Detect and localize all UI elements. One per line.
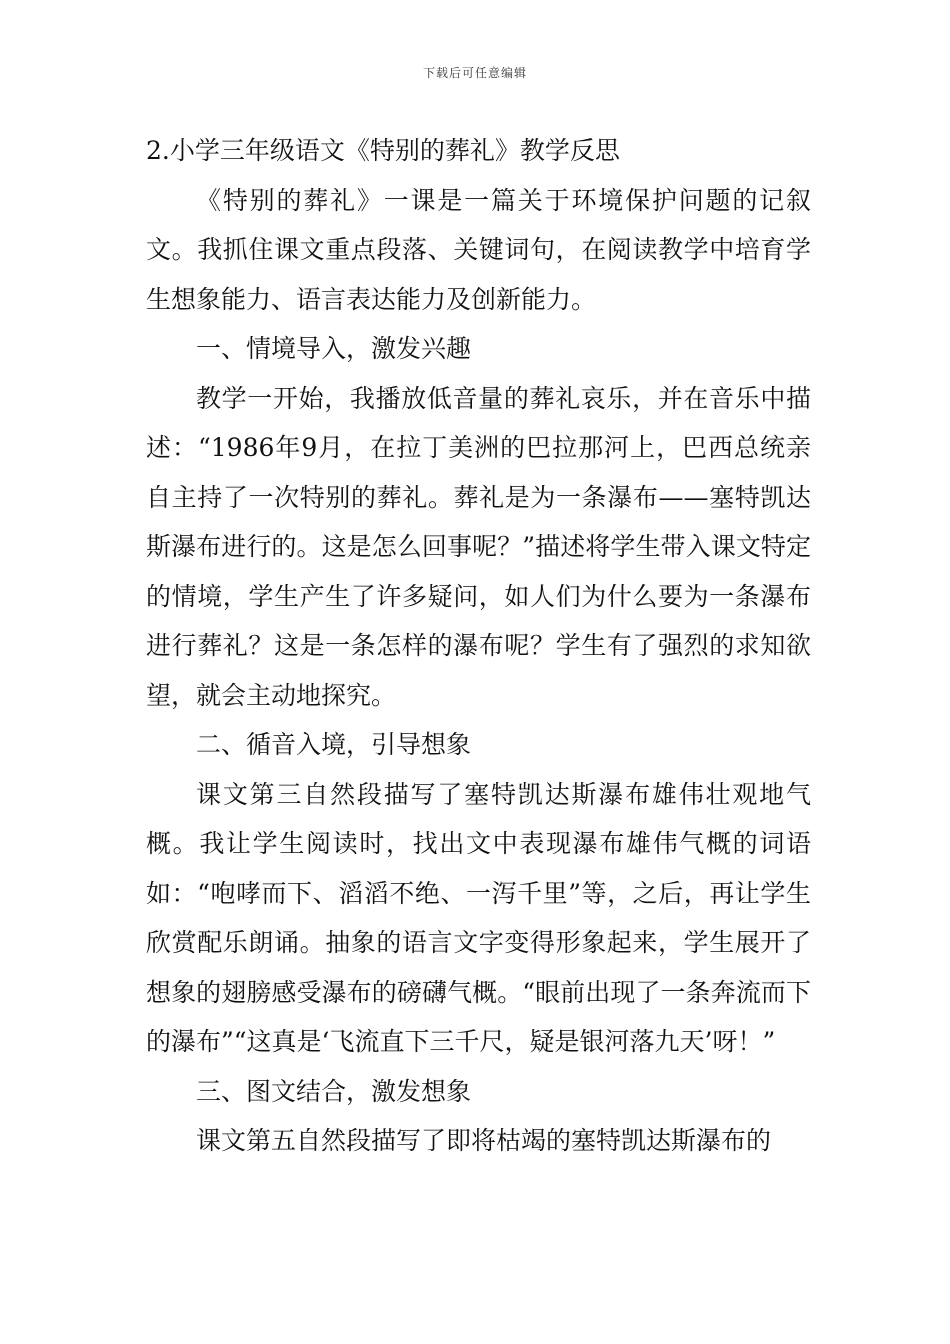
document-title: 2.小学三年级语文《特别的葬礼》教学反思	[146, 136, 620, 165]
section-heading-2: 二、循音入境，引导想象	[196, 730, 472, 759]
page-header: 下载后可任意编辑	[422, 66, 527, 80]
section-heading-1: 一、情境导入，激发兴趣	[196, 334, 472, 363]
paragraph-section-1: 教学一开始，我播放低音量的葬礼哀乐，并在音乐中描述：“1986年9月，在拉丁美洲的巴拉那河上，巴西总统亲自主持了一次特别的葬礼。葬礼是为一条瀑布——塞特凯达斯瀑布进行的。这是怎么回事呢？”描述将学生带入课文特定的情境，学生产生了许多疑问，如人们为什么要为一条瀑布进行葬礼？这是一条怎样的瀑布呢？学生有了强烈的求知欲 望，就会主动地探究。	[146, 383, 811, 710]
paragraph-intro: 《特别的葬礼》一课是一篇关于环境保护问题的记叙文。我抓住课文重点段落、关键词句，在阅读教学中培育学生想象能力、语言表达能力及创新能力。	[146, 185, 811, 314]
document-body	[146, 126, 811, 1166]
paragraph-section-2: 课文第三自然段描写了塞特凯达斯瀑布雄伟壮观地气概。我让学生阅读时，找出文中表现瀑布雄伟气概的词语如：“咆哮而下、滔滔不绝、一泻千里”等，之后，再让学生欣赏配乐朗诵。抽象的语言文字变得形象起来，学生展开了想象的翅膀感受瀑布的磅礴气概。“眼前出现了一条奔流而下的瀑布”“这真是‘飞流直下三千尺，疑是银河落九天’呀！”	[146, 779, 811, 1056]
paragraph-section-3: 课文第五自然段描写了即将枯竭的塞特凯达斯瀑布的	[196, 1126, 772, 1155]
section-heading-3: 三、图文结合，激发想象	[196, 1076, 472, 1106]
